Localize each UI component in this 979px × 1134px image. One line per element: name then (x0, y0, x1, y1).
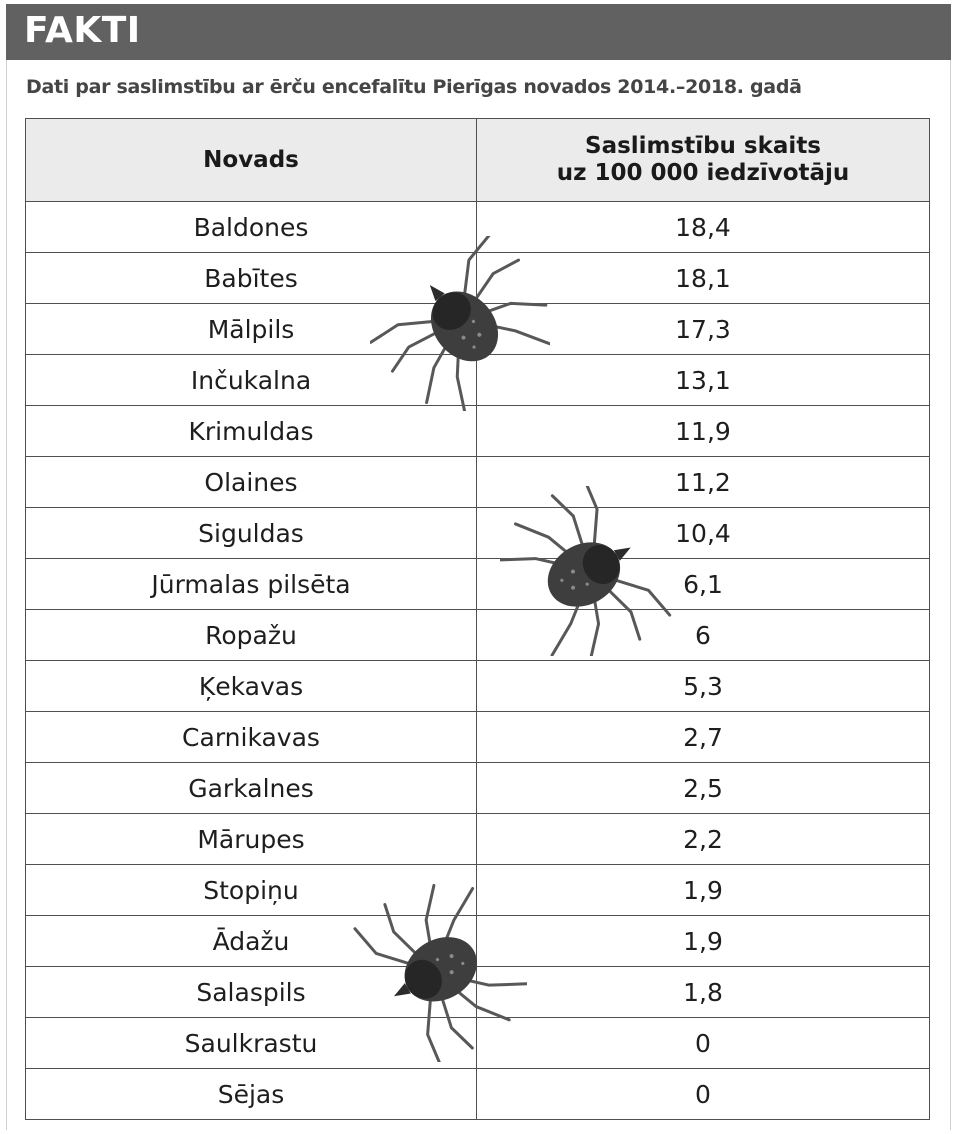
table-row (26, 508, 930, 559)
tick-illustration-middle (500, 486, 680, 656)
rate-cell: 2,5 (477, 763, 930, 814)
rate-cell: 6,1 (477, 559, 930, 610)
novads-cell: Krimuldas (26, 406, 477, 457)
novads-cell: Saulkrastu (26, 1018, 477, 1069)
rate-cell: 18,4 (477, 202, 930, 253)
novads-cell: Jūrmalas pilsēta (26, 559, 477, 610)
table-row (26, 661, 930, 712)
novads-cell: Siguldas (26, 508, 477, 559)
column-header-rate-line1: Saslimstību skaits (585, 133, 821, 159)
rate-cell: 6 (477, 610, 930, 661)
novads-cell: Olaines (26, 457, 477, 508)
novads-cell: Inčukalna (26, 355, 477, 406)
rate-cell: 10,4 (477, 508, 930, 559)
tick-illustration-bottom (352, 882, 527, 1062)
column-header-rate (477, 119, 930, 202)
table-row (26, 457, 930, 508)
table-row (26, 814, 930, 865)
novads-cell: Baldones (26, 202, 477, 253)
novads-cell: Ādažu (26, 916, 477, 967)
table-header-row (26, 119, 930, 202)
novads-cell: Ropažu (26, 610, 477, 661)
rate-cell: 11,9 (477, 406, 930, 457)
rate-cell: 0 (477, 1069, 930, 1120)
rate-cell: 17,3 (477, 304, 930, 355)
header-bar (6, 4, 951, 60)
rate-cell: 1,8 (477, 967, 930, 1018)
tick-illustration-top (370, 236, 550, 411)
novads-cell: Mārupes (26, 814, 477, 865)
table-row (26, 1069, 930, 1120)
rate-cell: 2,2 (477, 814, 930, 865)
novads-cell: Ķekavas (26, 661, 477, 712)
rate-cell: 11,2 (477, 457, 930, 508)
rate-cell: 2,7 (477, 712, 930, 763)
table-row (26, 712, 930, 763)
header-title: FAKTI (24, 10, 141, 51)
column-header-rate-line2: uz 100 000 iedzīvotāju (556, 160, 850, 186)
novads-cell: Stopiņu (26, 865, 477, 916)
novads-cell: Babītes (26, 253, 477, 304)
novads-cell: Mālpils (26, 304, 477, 355)
novads-cell: Salaspils (26, 967, 477, 1018)
table-row (26, 559, 930, 610)
novads-cell: Carnikavas (26, 712, 477, 763)
rate-cell: 5,3 (477, 661, 930, 712)
table-row (26, 763, 930, 814)
rate-cell: 0 (477, 1018, 930, 1069)
column-header-novads: Novads (26, 119, 477, 202)
rate-cell: 13,1 (477, 355, 930, 406)
subtitle: Dati par saslimstību ar ērču encefalītu Pierīgas novados 2014.–2018. gadā (26, 76, 802, 98)
rate-cell: 18,1 (477, 253, 930, 304)
rate-cell: 1,9 (477, 865, 930, 916)
rate-cell: 1,9 (477, 916, 930, 967)
novads-cell: Garkalnes (26, 763, 477, 814)
table-row (26, 406, 930, 457)
novads-cell: Sējas (26, 1069, 477, 1120)
table-row (26, 610, 930, 661)
